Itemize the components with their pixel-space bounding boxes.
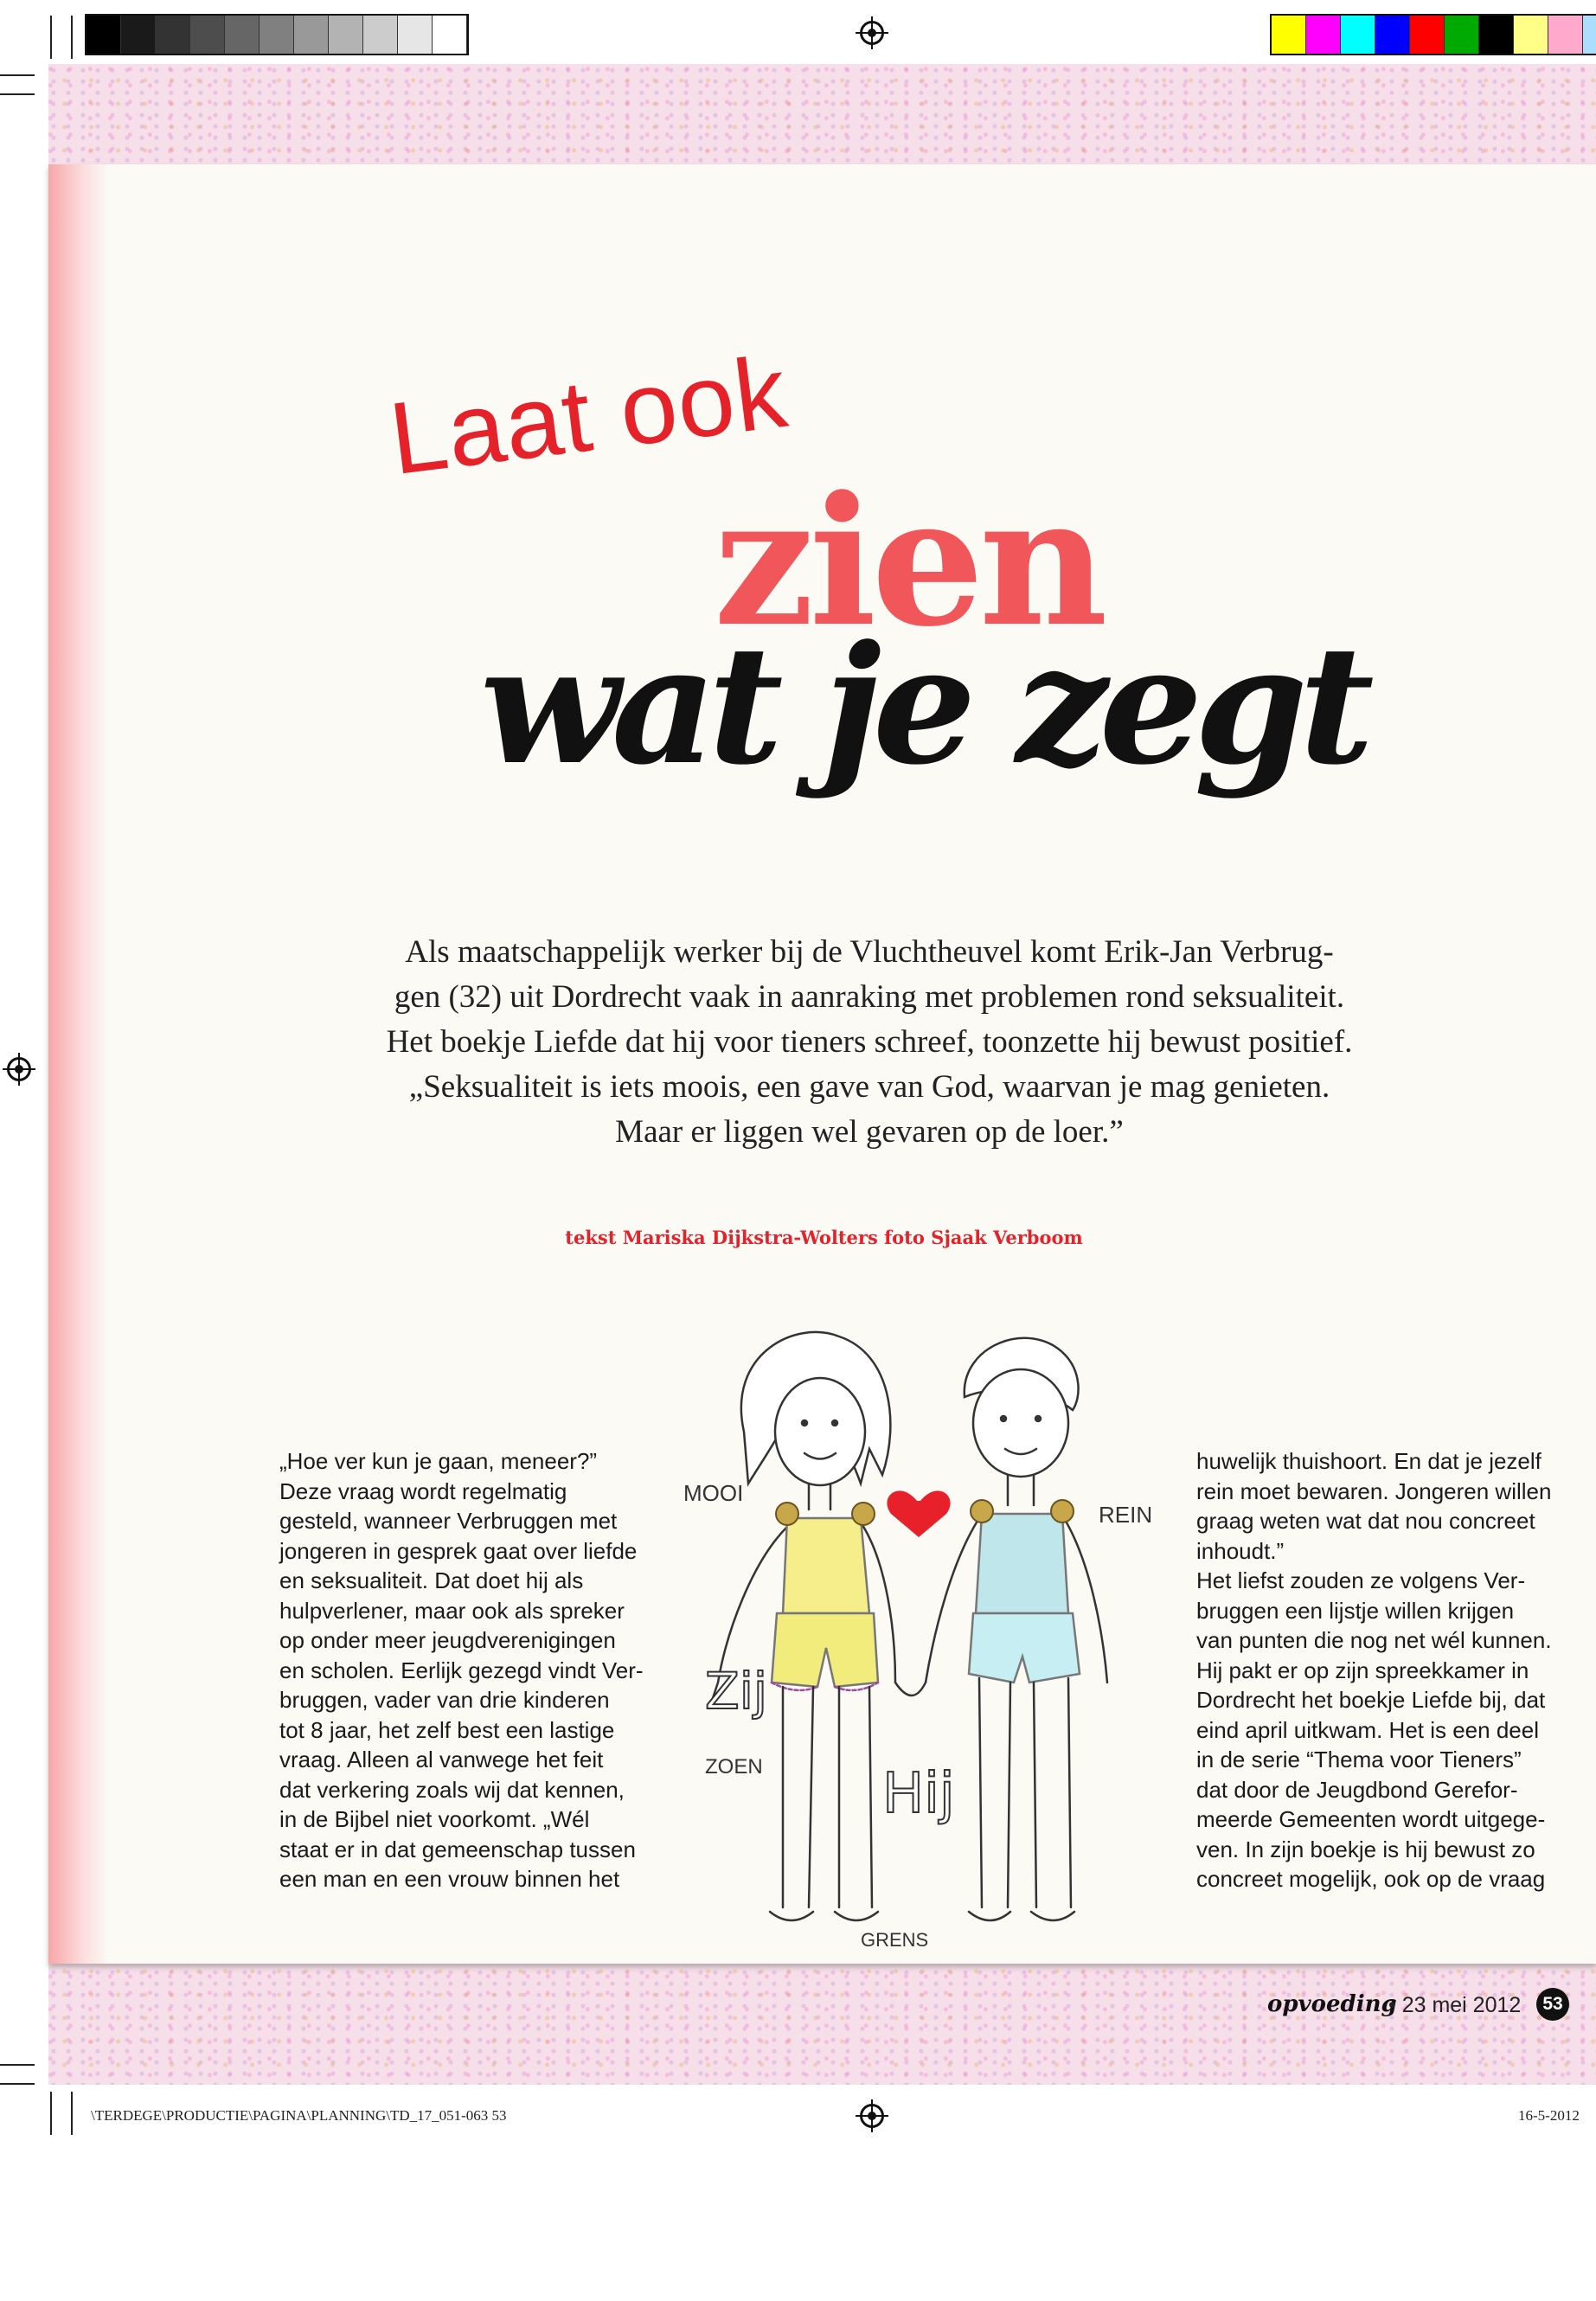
byline-credit: tekst Mariska Dijkstra-Wolters foto Sjaak Verboom	[565, 1227, 1083, 1248]
slug-date: 16-5-2012	[1518, 2107, 1580, 2124]
crop-mark	[71, 2092, 73, 2135]
girl-top	[783, 1518, 869, 1613]
crop-mark	[71, 16, 73, 59]
heart-icon	[887, 1490, 950, 1537]
body-line: concreet mogelijk, ook op de vraag	[1196, 1866, 1546, 1892]
calibration-swatch	[156, 16, 190, 54]
registration-mark-icon	[860, 21, 884, 45]
body-line: hulpverlener, maar ook als spreker	[279, 1597, 625, 1624]
body-line: van punten die nog net wél kunnen.	[1196, 1627, 1552, 1653]
color-calibration-bar	[1270, 14, 1596, 55]
body-line: meerde Gemeenten wordt uitgege-	[1196, 1806, 1546, 1832]
page-number-badge: 53	[1536, 1988, 1569, 2021]
label-zoen: ZOEN	[705, 1755, 763, 1779]
calibration-swatch	[398, 16, 433, 54]
body-line: gesteld, wanneer Verbruggen met	[279, 1508, 618, 1534]
body-line: bruggen, vader van drie kinderen	[279, 1687, 610, 1713]
crop-mark	[0, 2064, 35, 2066]
label-mooi: MOOI	[683, 1480, 744, 1506]
intro-line: gen (32) uit Dordrecht vaak in aanraking met problemen rond seksualiteit.	[394, 979, 1345, 1015]
calibration-swatch	[87, 16, 121, 54]
body-line: en seksualiteit. Dat doet hij als	[279, 1567, 584, 1593]
body-line: een man en een vrouw binnen het	[279, 1866, 620, 1892]
body-line: inhoudt.”	[1196, 1537, 1285, 1564]
calibration-swatch	[363, 16, 398, 54]
calibration-swatch	[1583, 16, 1596, 54]
label-grens: GRENS	[861, 1929, 929, 1951]
bottom-texture-band	[48, 1955, 1596, 2085]
boy-face	[973, 1369, 1068, 1477]
paper-doll-illustration	[666, 1302, 1185, 1959]
calibration-swatch	[1410, 16, 1445, 54]
boy-shorts	[969, 1613, 1080, 1682]
calibration-swatch	[1445, 16, 1479, 54]
calibration-swatch	[1548, 16, 1583, 54]
calibration-swatch	[433, 16, 467, 54]
intro-paragraph	[260, 930, 1479, 1155]
body-column-right	[1196, 1446, 1590, 1894]
body-line: staat er in dat gemeenschap tussen	[279, 1836, 636, 1862]
intro-line: Als maatschappelijk werker bij de Vluchtheuvel komt Erik-Jan Verbrug-	[405, 934, 1334, 970]
body-column-left	[279, 1446, 673, 1894]
body-line: in de Bijbel niet voorkomt. „Wél	[279, 1806, 590, 1832]
body-line: dat door de Jeugdbond Gerefor-	[1196, 1776, 1518, 1803]
headline-line-3: wat je zegt	[480, 610, 1366, 801]
label-hij: Hij	[882, 1762, 955, 1826]
crop-mark	[0, 2083, 35, 2085]
body-line: dat verkering zoals wij dat kennen,	[279, 1776, 625, 1803]
calibration-swatch	[329, 16, 363, 54]
body-line: Het liefst zouden ze volgens Ver-	[1196, 1567, 1526, 1593]
body-line: Deze vraag wordt regelmatig	[279, 1477, 567, 1504]
calibration-swatch	[1514, 16, 1548, 54]
registration-mark-icon	[860, 2104, 884, 2128]
label-zij: Zij	[705, 1662, 767, 1721]
calibration-swatch	[1341, 16, 1375, 54]
slug-file-path: \TERDEGE\PRODUCTIE\PAGINA\PLANNING\TD_17_051-063 53	[91, 2107, 507, 2124]
intro-line: „Seksualiteit is iets moois, een gave van God, waarvan je mag genieten.	[408, 1069, 1330, 1105]
top-texture-band	[48, 64, 1596, 176]
girl-face	[775, 1378, 865, 1485]
calibration-swatch	[1479, 16, 1514, 54]
calibration-swatch	[190, 16, 225, 54]
calibration-swatch	[260, 16, 294, 54]
body-line: „Hoe ver kun je gaan, meneer?”	[279, 1448, 598, 1474]
crop-mark	[0, 74, 35, 76]
body-line: huwelijk thuishoort. En dat je jezelf	[1196, 1448, 1542, 1474]
crop-mark	[50, 16, 52, 59]
headline-line-2: zien	[714, 458, 1103, 666]
headline-line-1: Laat ook	[383, 334, 794, 497]
body-line: tot 8 jaar, het zelf best een lastige	[279, 1716, 615, 1743]
body-line: en scholen. Eerlijk gezegd vindt Ver-	[279, 1657, 644, 1683]
intro-line: Het boekje Liefde dat hij voor tieners schreef, toonzette hij bewust positief.	[386, 1024, 1353, 1060]
body-line: bruggen een lijstje willen krijgen	[1196, 1597, 1515, 1624]
body-line: Hij pakt er op zijn spreekkamer in	[1196, 1657, 1529, 1683]
body-line: eind april uitkwam. Het is een deel	[1196, 1716, 1539, 1743]
calibration-swatch	[121, 16, 156, 54]
body-line: graag weten wat dat nou concreet	[1196, 1508, 1535, 1534]
gray-calibration-bar	[85, 14, 469, 55]
body-line: op onder meer jeugdverenigingen	[279, 1627, 616, 1653]
page-edge-shade	[48, 164, 109, 1964]
intro-line: Maar er liggen wel gevaren op de loer.”	[615, 1114, 1124, 1150]
body-line: rein moet bewaren. Jongeren willen	[1196, 1477, 1552, 1504]
calibration-swatch	[1375, 16, 1410, 54]
footer-date: • 23 mei 2012	[1388, 1993, 1522, 2017]
label-rein: REIN	[1099, 1502, 1153, 1528]
calibration-swatch	[1306, 16, 1341, 54]
footer-magazine: opvoeding	[1267, 1991, 1397, 2017]
girl-shorts	[772, 1613, 878, 1687]
calibration-swatch	[1272, 16, 1306, 54]
crop-mark	[0, 93, 35, 95]
body-line: ven. In zijn boekje is hij bewust zo	[1196, 1836, 1535, 1862]
body-line: Dordrecht het boekje Liefde bij, dat	[1196, 1687, 1546, 1713]
calibration-swatch	[294, 16, 329, 54]
registration-mark-icon	[7, 1057, 31, 1081]
body-line: in de serie “Thema voor Tieners”	[1196, 1747, 1522, 1772]
body-line: vraag. Alleen al vanwege het feit	[279, 1747, 604, 1772]
body-line: jongeren in gesprek gaat over liefde	[279, 1537, 638, 1564]
crop-mark	[50, 2092, 52, 2135]
calibration-swatch	[225, 16, 260, 54]
boy-top	[976, 1514, 1068, 1613]
